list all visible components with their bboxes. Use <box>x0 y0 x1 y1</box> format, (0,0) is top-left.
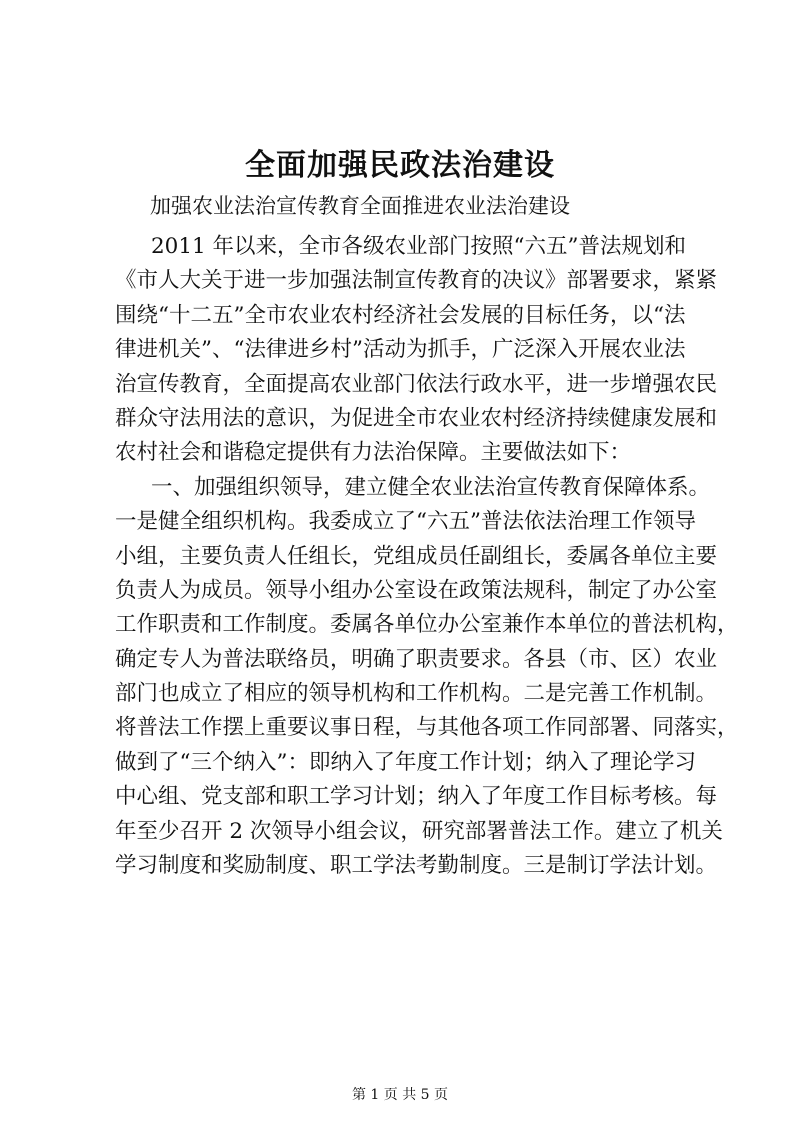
paragraph-line: 小组，主要负责人任组长，党组成员任副组长，委属各单位主要 <box>115 543 718 569</box>
paragraph-line: 工作职责和工作制度。委属各单位办公室兼作本单位的普法机构， <box>115 612 739 638</box>
paragraph-line: 农村社会和谐稳定提供有力法治保障。主要做法如下： <box>115 440 632 466</box>
paragraph-line: 《市人大关于进一步加强法制宣传教育的决议》部署要求，紧紧 <box>115 268 718 294</box>
page-number-footer: 第 1 页 共 5 页 <box>351 1087 449 1103</box>
body-text <box>115 230 739 883</box>
paragraph-line: 群众守法用法的意识，为促进全市农业农村经济持续健康发展和 <box>115 405 718 431</box>
paragraph-line: 部门也成立了相应的领导机构和工作机构。二是完善工作机制。 <box>115 681 718 707</box>
paragraph-line: 围绕“十二五”全市农业农村经济社会发展的目标任务，以“法 <box>115 302 686 328</box>
document-subtitle: 加强农业法治宣传教育全面推进农业法治建设 <box>150 194 570 218</box>
paragraph-line: 2011 年以来，全市各级农业部门按照“六五”普法规划和 <box>151 234 687 259</box>
paragraph-line: 一、加强组织领导，建立健全农业法治宣传教育保障体系。 <box>151 474 711 500</box>
paragraph-line: 律进机关”、“法律进乡村”活动为抓手，广泛深入开展农业法 <box>115 337 686 363</box>
paragraph-line: 中心组、党支部和职工学习计划；纳入了年度工作目标考核。每 <box>115 784 718 810</box>
paragraph-line: 学习制度和奖励制度、职工学法考勤制度。三是制订学法计划。 <box>115 853 718 879</box>
paragraph-line: 治宣传教育，全面提高农业部门依法行政水平，进一步增强农民 <box>115 371 718 397</box>
document-title: 全面加强民政法治建设 <box>245 148 555 183</box>
paragraph-line: 年至少召开 2 次领导小组会议，研究部署普法工作。建立了机关 <box>115 818 723 844</box>
paragraph-line: 一是健全组织机构。我委成立了“六五”普法依法治理工作领导 <box>115 509 696 535</box>
paragraph-line: 确定专人为普法联络员，明确了职责要求。各县（市、区）农业 <box>115 646 718 672</box>
paragraph-line: 将普法工作摆上重要议事日程，与其他各项工作同部署、同落实， <box>115 715 739 741</box>
paragraph-line: 做到了“三个纳入”：即纳入了年度工作计划；纳入了理论学习 <box>115 749 696 775</box>
paragraph-line: 负责人为成员。领导小组办公室设在政策法规科，制定了办公室 <box>115 577 718 603</box>
